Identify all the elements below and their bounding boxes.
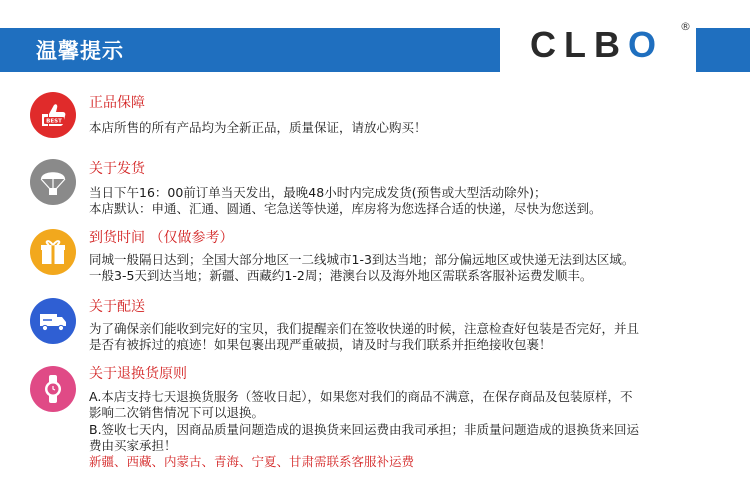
gift-box-icon: [30, 229, 76, 275]
delivery-truck-icon: [30, 298, 76, 344]
section-title: 关于配送: [89, 299, 145, 315]
section-text: 影响二次销售情况下可以退换。: [89, 405, 265, 420]
section-text: 本店默认：申通、汇通、圆通、宅急送等快递，库房将为您选择合适的快递，尽快为您送到。: [89, 201, 602, 216]
page-title: 温馨提示: [36, 39, 124, 63]
section-text: 当日下午16：00前订单当天发出，最晚48小时内完成发货(预售或大型活动除外)；: [89, 185, 547, 200]
section-title: 关于发货: [89, 161, 145, 177]
section-title: 正品保障: [89, 95, 145, 111]
brand-letter-l: L: [564, 24, 594, 65]
section-text: 同城一般隔日达到；全国大部分地区一二线城市1-3到达当地；部分偏远地区或快递无法到达区域。: [89, 252, 635, 267]
registered-mark: ®: [680, 20, 691, 33]
section-text: 本店所售的所有产品均为全新正品，质量保证，请放心购买！: [89, 120, 427, 135]
section-text: 为了确保亲们能收到完好的宝贝，我们提醒亲们在签收快递的时候，注意检查好包装是否完好，并且: [89, 321, 640, 336]
brand-logo: [530, 24, 664, 68]
section-text: A.本店支持七天退换货服务（签收日起），如果您对我们的商品不满意，在保存商品及包装原样，不: [89, 389, 633, 404]
watch-icon: [30, 366, 76, 412]
section-title: 关于退换货原则: [89, 366, 187, 382]
section-text: B.签收七天内，因商品质量问题造成的退换货来回运费由我司承担；非质量问题造成的退换货来回运: [89, 422, 640, 437]
section-title: 到货时间 （仅做参考）: [89, 230, 234, 246]
brand-letter-b: B: [594, 24, 628, 65]
remote-area-note: 新疆、西藏、内蒙古、青海、宁夏、甘肃需联系客服补运费: [89, 454, 415, 469]
section-text: 是否有被拆过的痕迹！如果包裹出现严重破损，请及时与我们联系并拒绝接收包裹！: [89, 337, 552, 352]
brand-letter-o: O: [628, 24, 665, 65]
header-banner: [0, 20, 750, 72]
svg-text:BEST: BEST: [46, 118, 62, 125]
section-text: 费由买家承担！: [89, 438, 177, 453]
brand-letter-c: C: [530, 24, 564, 65]
parachute-icon: [30, 159, 76, 205]
header-bar-left: [0, 28, 500, 72]
thumbs-up-best-icon: [30, 92, 76, 138]
header-bar-right: [696, 28, 750, 72]
section-text: 一般3-5天到达当地；新疆、西藏约1-2周；港澳台以及海外地区需联系客服补运费发顺丰。: [89, 268, 593, 283]
